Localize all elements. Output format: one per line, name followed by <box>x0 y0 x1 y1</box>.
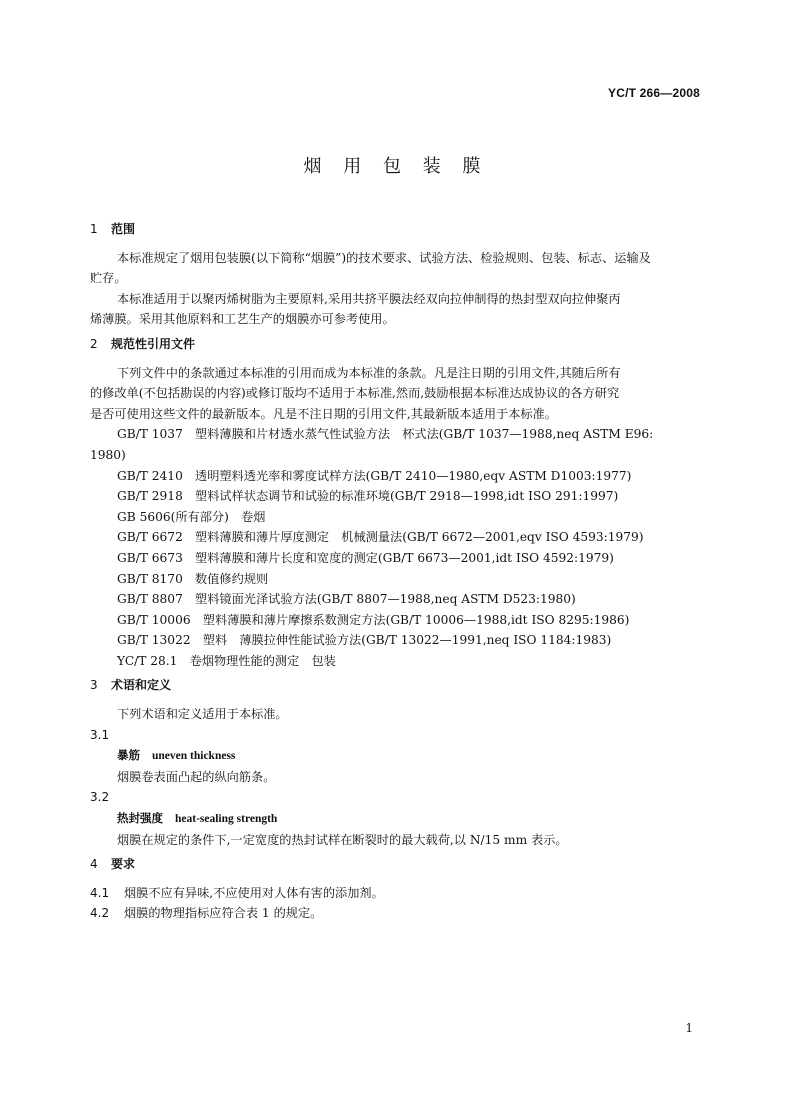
paragraph-line: 下列术语和定义适用于本标准。 <box>117 707 288 722</box>
term-zh: 热封强度 <box>117 811 163 826</box>
section-4-heading <box>90 854 702 875</box>
reference-item: GB/T 6673 塑料薄膜和薄片长度和宽度的测定(GB/T 6673—2001,idt ISO 4592:1979) <box>117 550 614 565</box>
term-en: uneven thickness <box>152 750 236 763</box>
section-number: 1 <box>90 222 98 236</box>
standard-code: YC/T 266—2008 <box>608 86 700 100</box>
requirement-text: 烟膜不应有异味,不应使用对人体有害的添加剂。 <box>124 885 384 900</box>
reference-item: GB/T 1037 塑料薄膜和片材透水蒸气性试验方法 杯式法(GB/T 1037—1988,neq ASTM E96: <box>117 427 654 442</box>
reference-item: GB/T 8807 塑料镜面光泽试验方法(GB/T 8807—1988,neq ASTM D523:1980) <box>117 592 576 607</box>
reference-item: GB/T 2410 透明塑料透光率和雾度试样方法(GB/T 2410—1980,eqv ASTM D1003:1977) <box>117 468 632 483</box>
term-definition: 烟膜卷表面凸起的纵向筋条。 <box>117 769 276 784</box>
page-number: 1 <box>685 1021 693 1035</box>
term-entry <box>90 745 702 767</box>
section-3-heading <box>90 675 702 696</box>
section-title: 规范性引用文件 <box>111 336 196 351</box>
paragraph-line: 本标准规定了烟用包装膜(以下简称“烟膜”)的技术要求、试验方法、检验规则、包装、标志、运输及 <box>117 250 651 265</box>
section-number: 2 <box>90 336 98 351</box>
term-entry <box>90 808 702 830</box>
reference-item: GB/T 2918 塑料试样状态调节和试验的标准环境(GB/T 2918—1998,idt ISO 291:1997) <box>117 489 619 504</box>
reference-item: GB/T 13022 塑料 薄膜拉伸性能试验方法(GB/T 13022—1991,neq ISO 1184:1983) <box>117 633 612 648</box>
paragraph-line: 下列文件中的条款通过本标准的引用而成为本标准的条款。凡是注日期的引用文件,其随后所有 <box>117 365 621 380</box>
paragraph-line: 本标准适用于以聚丙烯树脂为主要原料,采用共挤平膜法经双向拉伸制得的热封型双向拉伸聚丙 <box>117 291 621 306</box>
reference-item: GB/T 6672 塑料薄膜和薄片厚度测定 机械测量法(GB/T 6672—2001,eqv ISO 4593:1979) <box>117 530 644 545</box>
requirement-item <box>90 903 702 924</box>
term-number: 3.2 <box>90 790 110 805</box>
requirement-item <box>90 883 702 904</box>
requirement-number: 4.1 <box>90 885 110 900</box>
section-title: 要求 <box>111 857 136 872</box>
section-1-heading <box>90 219 702 240</box>
paragraph-line: 烯薄膜。采用其他原料和工艺生产的烟膜亦可参考使用。 <box>90 312 395 327</box>
term-definition: 烟膜在规定的条件下,一定宽度的热封试样在断裂时的最大载荷,以 N/15 mm 表示。 <box>117 832 568 847</box>
reference-item: GB/T 10006 塑料薄膜和薄片摩擦系数测定方法(GB/T 10006—1988,idt ISO 8295:1986) <box>117 612 630 627</box>
document-body <box>90 219 702 924</box>
paragraph-line: 的修改单(不包括勘误的内容)或修订版均不适用于本标准,然而,鼓励根据本标准达成协议的各方研究 <box>90 386 620 401</box>
reference-item-wrap: 1980) <box>90 447 126 462</box>
section-number: 4 <box>90 857 98 872</box>
requirement-text: 烟膜的物理指标应符合表 1 的规定。 <box>124 906 323 921</box>
section-title: 范围 <box>111 222 136 236</box>
reference-item: YC/T 28.1 卷烟物理性能的测定 包装 <box>117 653 336 668</box>
term-zh: 暴筋 <box>117 748 140 763</box>
reference-item: GB/T 8170 数值修约规则 <box>117 571 269 586</box>
section-number: 3 <box>90 678 98 693</box>
requirement-number: 4.2 <box>90 906 110 921</box>
paragraph-line: 贮存。 <box>90 271 127 286</box>
term-number: 3.1 <box>90 727 110 742</box>
section-title: 术语和定义 <box>111 678 172 693</box>
term-en: heat-sealing strength <box>175 813 278 826</box>
paragraph-line: 是否可使用这些文件的最新版本。凡是不注日期的引用文件,其最新版本适用于本标准。 <box>90 406 557 421</box>
section-2-heading <box>90 334 702 355</box>
reference-item: GB 5606(所有部分) 卷烟 <box>117 509 266 524</box>
document-title: 烟 用 包 装 膜 <box>303 156 489 177</box>
